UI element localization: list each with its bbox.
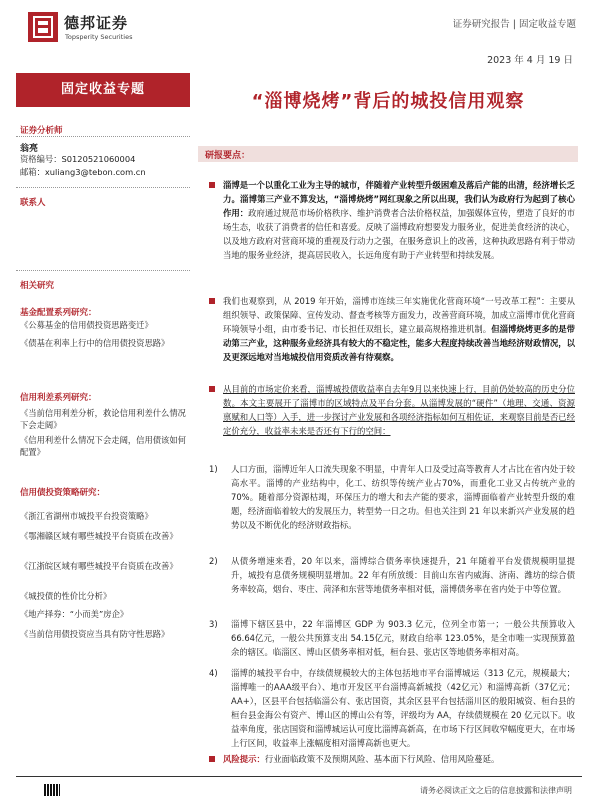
bullet-icon (209, 298, 215, 304)
doc-type-label: 证券研究报告 | 固定收益专题 (452, 19, 576, 30)
related-link[interactable]: 《债基在利率上行中的信用债投资思路》 (20, 338, 170, 348)
item-text: 从债务增速来看，20 年以来，淄博综合债务率快速提升，21 年随着平台发债规模明显提升，城投有息债务规模明显增加。22 年有所放缓：目前山东省内威海、济南、潍坊的综合债务率较高，烟台、枣庄、菏泽和东营等地债务率相对低，淄博债务率在省内处于中等位置。 (231, 556, 575, 594)
analyst-email[interactable]: 邮箱：xuliang3@tebon.com.cn (20, 167, 146, 177)
paragraph-text: 政府通过规范市场价格秩序、维护消费者合法价格权益，加强媒体宣传，塑造了良好的市场生态，收获了消费者的信任和喜爱。反映了淄博政府想要发力服务业，促进美食经济的决心，以及地方政府对营商环境的重视及行动力之强，在服务意识上的改善，这种执政思路有利于带动当地的服务业经济，提高居民收入，长远角度有助于产业转型和持续发展。 (223, 208, 576, 260)
item-number: 1) (209, 464, 218, 474)
analyst-cert: 资格编号：S0120521060004 (20, 154, 136, 164)
risk-label: 风险提示： (223, 754, 265, 764)
numbered-item (203, 462, 575, 532)
numbered-item (203, 554, 575, 596)
paragraph-text: 从目前的市场定价来看，淄博城投债收益率自去年9月以来快速上行，目前仍处较高的历史分位数。本文主要展开了淄博市的区域特点及平台分套。从淄博发展的“硬件”（地理、交通、资源禀赋和人口等）入手，进一步探讨产业发展和各项经济指标如何互相佐证，来观察目前是否已经定价充分，收益率未来是否还有下行的空间： (223, 384, 575, 436)
bullet-icon (209, 182, 215, 188)
related-link[interactable]: 《信用利差什么情况下会走阔，信用债该如何配置》 (20, 435, 186, 457)
divider (16, 270, 190, 271)
contact-heading: 联系人 (20, 198, 46, 208)
item-text: 淄博的城投平台中，存续债规模较大的主体包括地市平台淄博城运（313 亿元，规模最大；淄博唯一的AAA级平台）、地市开发区平台淄博高新城投（42亿元）和淄博高新（37亿元；AA+），区县平台包括临淄公有、张店国资，其余区县平台包括淄川区的般阳城资、桓台县的桓台县金海公有资产、博山区的博山公有等，评级均为 AA，存续债规模在 20 亿元以下。收益率角度，张店国资和淄博城运认可度比淄博高新高，在市场下行区间收窄幅度更大，在市场上行区间，收益率上涨幅度相对淄博高新也更大。 (231, 668, 575, 748)
summary-paragraph (203, 178, 575, 262)
item-number: 4) (209, 668, 218, 678)
summary-label: 研报要点： (205, 151, 251, 161)
paragraph-bold: 淄博是一个以重化工业为主导的城市，伴随着产业转型升级困难及落后产能的出清，经济增长乏力。淄博第三产业不算发达，“淄博烧烤”网红现象之所以出现，我们认为政府行为起到了核心作用： (223, 180, 575, 218)
divider (16, 136, 190, 137)
related-link[interactable]: 《地产择券：“小而美”房企》 (20, 609, 129, 619)
summary-paragraph (203, 294, 575, 364)
footer-disclaimer: 请务必阅读正文之后的信息披露和法律声明 (420, 786, 572, 795)
item-text: 淄博下辖区县中，22 年淄博区 GDP 为 903.3 亿元，位列全市第一；一般公共预算收入 66.64亿元，一般公共预算支出 54.15亿元，财政自给率 123.05%，是全市唯一实现预算盈余的辖区。临淄区、博山区债务率相对低，桓台县、张店区等地债务率相对高。 (231, 619, 575, 657)
paragraph-text: 我们也观察到，从 2019 年开始，淄博市连续三年实施优化营商环境“一号改革工程”：主要从组织领导、政策保障、宣传发动、督查考核等方面发力，改善营商环境，加成立淄博市优化营商环境领导小组，由市委书记、市长担任双组长，建立最高规格推进机制。 (223, 296, 575, 334)
item-number: 3) (209, 619, 218, 629)
related-group-heading: 信用利差系列研究： (20, 393, 97, 403)
brand-name-en: Topsperity Securities (65, 33, 133, 41)
divider (16, 187, 190, 188)
report-date: 2023 年 4 月 19 日 (487, 55, 573, 66)
bullet-icon (209, 386, 215, 392)
related-link[interactable]: 《浙江省湖州市城投平台投资策略》 (20, 511, 153, 521)
related-link[interactable]: 《公募基金的信用债投资思路变迁》 (20, 320, 153, 330)
analyst-heading: 证券分析师 (20, 126, 63, 136)
page-title: “淄博烧烤”背后的城投信用观察 (251, 91, 525, 112)
footer-divider (16, 776, 582, 777)
risk-text: 行业面临政策不及预期风险、基本面下行风险、信用风险蔓延。 (264, 754, 500, 764)
numbered-item (203, 666, 575, 750)
related-link[interactable]: 《江浙皖区域有哪些城投平台资质在改善》 (20, 561, 178, 571)
related-link[interactable]: 《鄂湘赣区域有哪些城投平台资质在改善》 (20, 531, 178, 541)
risk-notice (203, 752, 575, 766)
summary-bar (198, 146, 578, 162)
related-link[interactable]: 《当前信用债投资应当具有防守性思路》 (20, 629, 170, 639)
item-number: 2) (209, 556, 218, 566)
logo-icon (28, 12, 58, 42)
numbered-item (203, 617, 575, 659)
paragraph-bold: 但淄博烧烤更多的是带动第三产业，这种服务业经济具有较大的不稳定性，能多大程度持续改善当地经济财政情况，以及更深远地对当地城投信用资质改善有待观察。 (223, 324, 576, 362)
related-research-heading: 相关研究 (20, 281, 55, 291)
summary-paragraph (203, 382, 575, 438)
qr-code-icon (44, 784, 60, 796)
category-banner: 固定收益专题 (16, 73, 190, 107)
brand-name: 德邦证券 (64, 14, 129, 32)
related-group-heading: 基金配置系列研究： (20, 308, 97, 318)
related-group-heading: 信用债投资策略研究： (20, 488, 106, 498)
analyst-name: 翁亮 (20, 144, 39, 154)
related-link[interactable]: 《城投债的性价比分析》 (20, 591, 112, 601)
bullet-icon (209, 756, 215, 762)
item-text: 人口方面，淄博近年人口流失现象不明显，中青年人口及受过高等教育人才占比在省内处于较高水平。淄博的产业结构中，化工、纺织等传统产业占70%，而重化工业又占传统产业的 70%。随着部分资源枯竭，环保压力的增大和去产能的要求，淄博面临着产业转型升级的难题，经济面临着较大的发展压力，转型势一日之功。但也关注到 21 年以来新兴产业发展的趋势以及不断优化的经济财政指标。 (231, 464, 575, 530)
related-link[interactable]: 《当前信用利差分析，救论信用利差什么情况下会走阔》 (20, 408, 186, 430)
